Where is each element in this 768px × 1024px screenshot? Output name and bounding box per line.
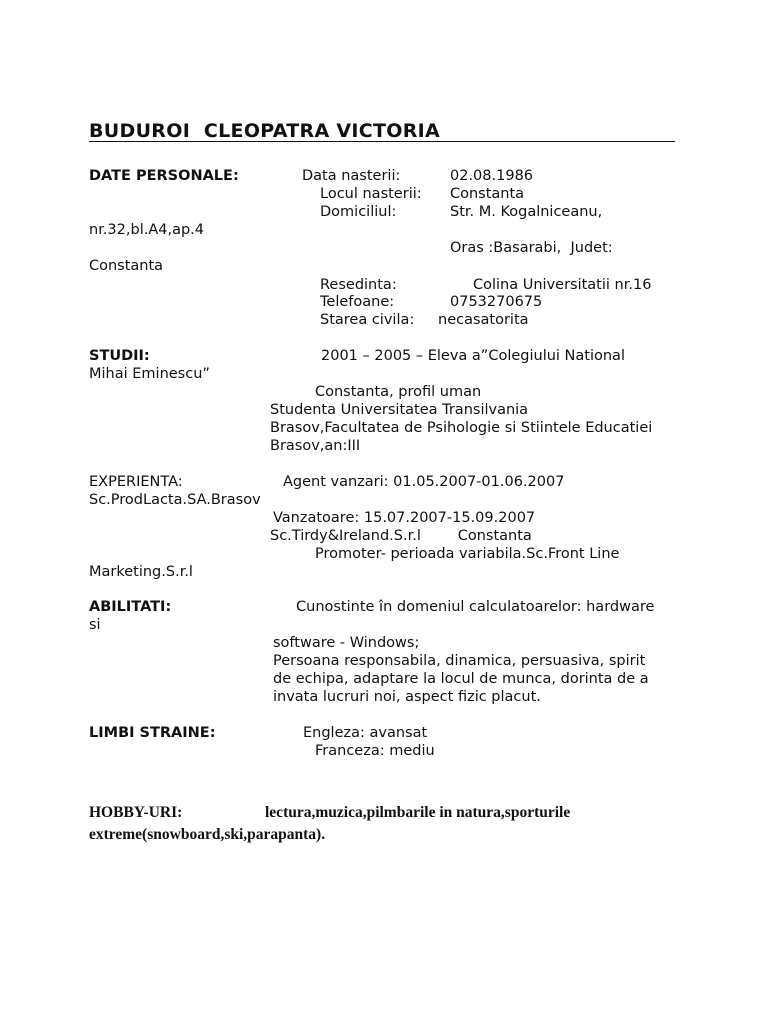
experience-line-4: Sc.Tirdy&Ireland.S.r.l Constanta — [270, 528, 532, 544]
studies-line-2: Mihai Eminescu” — [89, 366, 210, 382]
experience-line-5: Promoter- perioada variabila.Sc.Front Line — [315, 546, 620, 562]
experience-line-2: Sc.ProdLacta.SA.Brasov — [89, 492, 261, 508]
skills-line-6: invata lucruri noi, aspect fizic placut. — [273, 689, 541, 705]
experience-heading: EXPERIENTA: — [89, 474, 183, 490]
candidate-name: BUDUROI CLEOPATRA VICTORIA — [89, 120, 441, 142]
address-line-3: Oras :Basarabi, Judet: — [450, 240, 613, 256]
residence-value: Colina Universitatii nr.16 — [473, 277, 652, 293]
skills-line-3: software - Windows; — [273, 635, 420, 651]
skills-line-5: de echipa, adaptare la locul de munca, dorinta de a — [273, 671, 649, 687]
address-line-1: Str. M. Kogalniceanu, — [450, 204, 603, 220]
experience-line-6: Marketing.S.r.l — [89, 564, 193, 580]
birth-place-value: Constanta — [450, 186, 525, 202]
skills-line-2: si — [89, 617, 101, 633]
title-underline — [89, 141, 675, 142]
studies-line-6: Brasov,an:III — [270, 438, 361, 454]
language-french: Franceza: mediu — [315, 743, 435, 759]
experience-line-1: Agent vanzari: 01.05.2007-01.06.2007 — [283, 474, 565, 490]
languages-heading: LIMBI STRAINE: — [89, 725, 216, 741]
address-label: Domiciliul: — [320, 204, 397, 220]
birth-date-value: 02.08.1986 — [450, 168, 534, 184]
studies-line-4: Studenta Universitatea Transilvania — [270, 402, 529, 418]
birth-date-label: Data nasterii: — [302, 168, 401, 184]
phone-value: 0753270675 — [450, 294, 543, 310]
studies-line-5: Brasov,Facultatea de Psihologie si Stiintele Educatiei — [270, 420, 653, 436]
civil-status-value: necasatorita — [438, 312, 529, 328]
hobbies-line-1: lectura,muzica,pilmbarile in natura,sporturile — [265, 804, 571, 821]
address-line-4: Constanta — [89, 258, 164, 274]
address-line-2: nr.32,bl.A4,ap.4 — [89, 222, 205, 238]
studies-heading: STUDII: — [89, 348, 150, 364]
skills-heading: ABILITATI: — [89, 599, 172, 615]
personal-heading: DATE PERSONALE: — [89, 168, 239, 184]
skills-line-1: Cunostinte în domeniul calculatoarelor: hardware — [296, 599, 655, 615]
hobbies-line-2: extreme(snowboard,ski,parapanta). — [89, 826, 326, 843]
experience-line-3: Vanzatoare: 15.07.2007-15.09.2007 — [273, 510, 536, 526]
skills-line-4: Persoana responsabila, dinamica, persuasiva, spirit — [273, 653, 646, 669]
residence-label: Resedinta: — [320, 277, 397, 293]
phone-label: Telefoane: — [320, 294, 395, 310]
birth-place-label: Locul nasterii: — [320, 186, 422, 202]
studies-line-3: Constanta, profil uman — [315, 384, 482, 400]
civil-status-label: Starea civila: — [320, 312, 415, 328]
language-english: Engleza: avansat — [303, 725, 428, 741]
hobbies-heading: HOBBY-URI: — [89, 804, 183, 821]
studies-line-1: 2001 – 2005 – Eleva a”Colegiului National — [321, 348, 625, 364]
